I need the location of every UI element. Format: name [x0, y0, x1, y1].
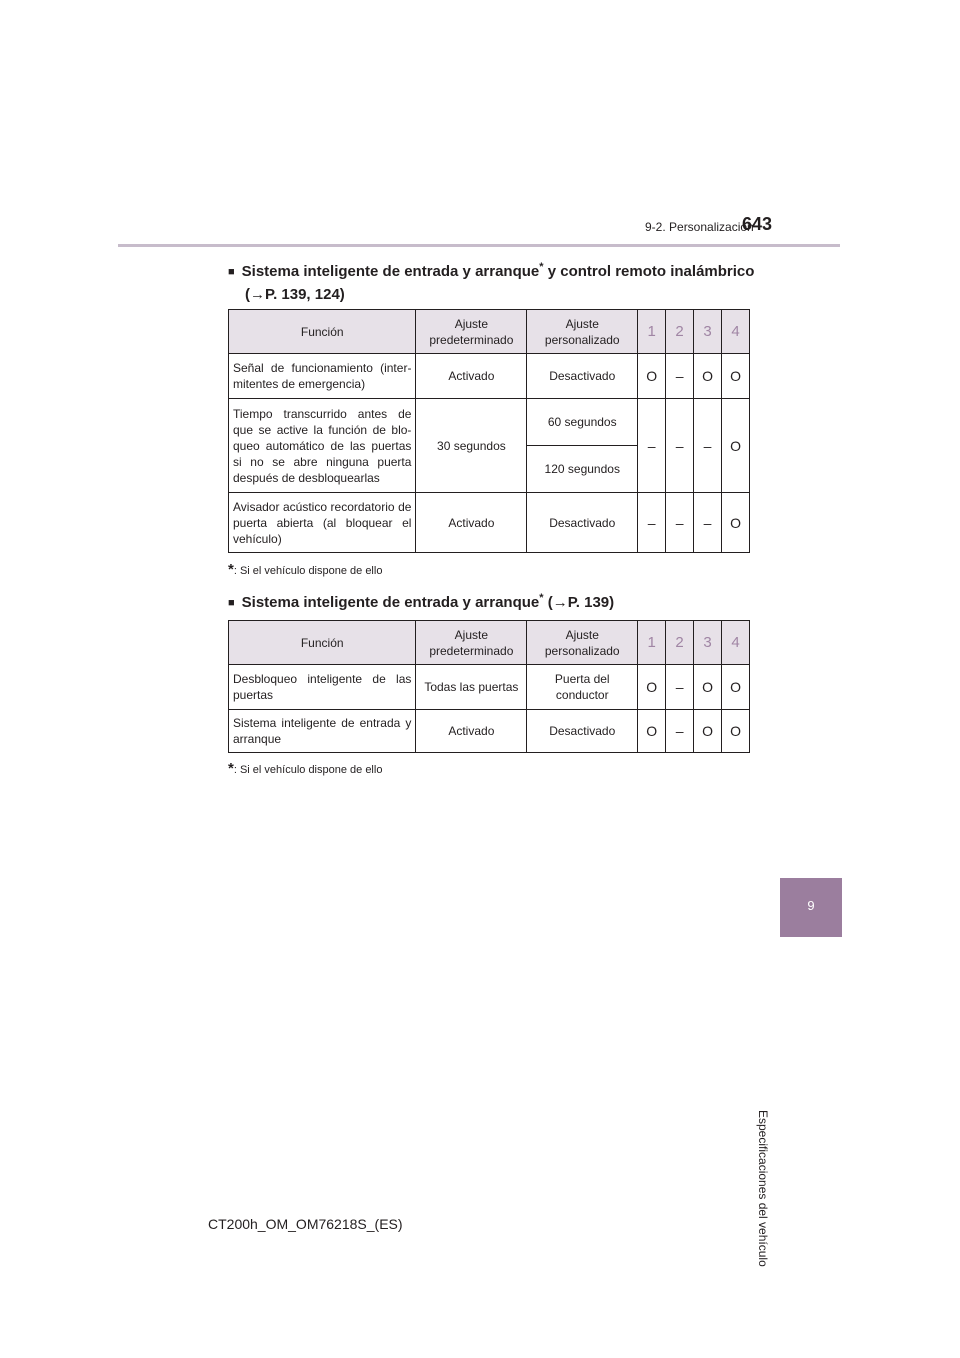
section2-title: Sistema inteligente de entrada y arranque: [241, 594, 540, 611]
header-col-3: 3: [694, 310, 722, 354]
header-col-2: 2: [666, 310, 694, 354]
cell-mark-4: O: [722, 710, 750, 753]
settings-table-2: [228, 620, 750, 753]
cell-mark-2: –: [666, 493, 694, 553]
asterisk-mark: *: [539, 592, 544, 604]
footnote-1: [228, 561, 382, 578]
cell-funcion: Avisador acústico recordatorio de puerta abierta (al bloquear el vehículo): [229, 493, 416, 553]
cell-mark-2: –: [666, 399, 694, 493]
cell-mark-3: O: [694, 665, 722, 710]
footnote-text: : Si el vehículo dispone de ello: [233, 764, 383, 776]
cell-predeterminado: Activado: [416, 493, 527, 553]
table-row: [229, 493, 750, 553]
section1-title-cont: y control remoto inalámbrico: [543, 263, 755, 280]
chapter-number: 9: [807, 898, 815, 913]
cell-mark-2: –: [666, 710, 694, 753]
cell-personalizado-b: 120 segundos: [527, 446, 638, 493]
cell-predeterminado: Activado: [416, 710, 527, 753]
square-bullet-icon: ■: [228, 266, 235, 278]
cell-personalizado: Desactivado: [527, 354, 638, 399]
header-col-3: 3: [694, 621, 722, 665]
cell-mark-2: –: [666, 354, 694, 399]
header-divider: [118, 244, 840, 247]
header-predeterminado: Ajuste predeterminado: [416, 310, 527, 354]
cell-mark-3: O: [694, 354, 722, 399]
square-bullet-icon: ■: [228, 597, 235, 609]
table-row: [229, 354, 750, 399]
section-title: 9-2. Personalización: [645, 220, 754, 234]
header-personalizado: Ajuste personalizado: [527, 310, 638, 354]
cell-mark-3: O: [694, 710, 722, 753]
header-personalizado: Ajuste personalizado: [527, 621, 638, 665]
footnote-2: [228, 760, 382, 777]
cell-mark-1: O: [638, 354, 666, 399]
cell-mark-4: O: [722, 354, 750, 399]
header-funcion: Función: [229, 310, 416, 354]
cell-mark-4: O: [722, 665, 750, 710]
header-col-1: 1: [638, 310, 666, 354]
cell-mark-1: –: [638, 399, 666, 493]
page-number: 643: [742, 214, 773, 234]
cell-personalizado: Desactivado: [527, 710, 638, 753]
cell-mark-3: –: [694, 493, 722, 553]
section1-title: Sistema inteligente de entrada y arranque: [241, 263, 540, 280]
header-predeterminado: Ajuste predeterminado: [416, 621, 527, 665]
cell-predeterminado: 30 segundos: [416, 399, 527, 493]
cell-predeterminado: Todas las puertas: [416, 665, 527, 710]
footnote-text: : Si el vehículo dispone de ello: [233, 565, 383, 577]
cell-personalizado-a: 60 segundos: [527, 399, 638, 446]
chapter-tab: [780, 878, 842, 937]
section1-heading: [228, 256, 754, 306]
asterisk-mark: *: [539, 261, 544, 273]
cell-funcion: Tiempo transcurrido antes de que se active la función de blo-queo automático de las puertas si no se abre ninguna puerta después de desbloquearlas: [229, 399, 416, 493]
footnote-asterisk: *: [228, 760, 234, 777]
cell-funcion: Señal de funcionamiento (inter-mitentes de emergencia): [229, 354, 416, 399]
cell-mark-1: –: [638, 493, 666, 553]
cell-funcion: Sistema inteligente de entrada y arranque: [229, 710, 416, 753]
document-code: CT200h_OM_OM76218S_(ES): [208, 1216, 403, 1232]
table-header-row: [229, 310, 750, 354]
chapter-title: Especificaciones del vehículo: [756, 1110, 770, 1267]
cell-mark-1: O: [638, 710, 666, 753]
section2-ref: (→P. 139): [543, 594, 615, 611]
table-row: [229, 399, 750, 446]
cell-mark-2: –: [666, 665, 694, 710]
settings-table-1: [228, 309, 750, 553]
header-col-4: 4: [722, 621, 750, 665]
header-col-2: 2: [666, 621, 694, 665]
table-row: [229, 665, 750, 710]
section2-heading: [228, 587, 614, 615]
header-col-4: 4: [722, 310, 750, 354]
cell-mark-3: –: [694, 399, 722, 493]
cell-mark-4: O: [722, 493, 750, 553]
header-funcion: Función: [229, 621, 416, 665]
cell-funcion: Desbloqueo inteligente de las puertas: [229, 665, 416, 710]
cell-personalizado: Puerta del conductor: [527, 665, 638, 710]
header-col-1: 1: [638, 621, 666, 665]
table-row: [229, 710, 750, 753]
footnote-asterisk: *: [228, 561, 234, 578]
cell-mark-4: O: [722, 399, 750, 493]
cell-mark-1: O: [638, 665, 666, 710]
cell-personalizado: Desactivado: [527, 493, 638, 553]
section1-ref: (→P. 139, 124): [245, 286, 345, 303]
table-header-row: [229, 621, 750, 665]
cell-predeterminado: Activado: [416, 354, 527, 399]
